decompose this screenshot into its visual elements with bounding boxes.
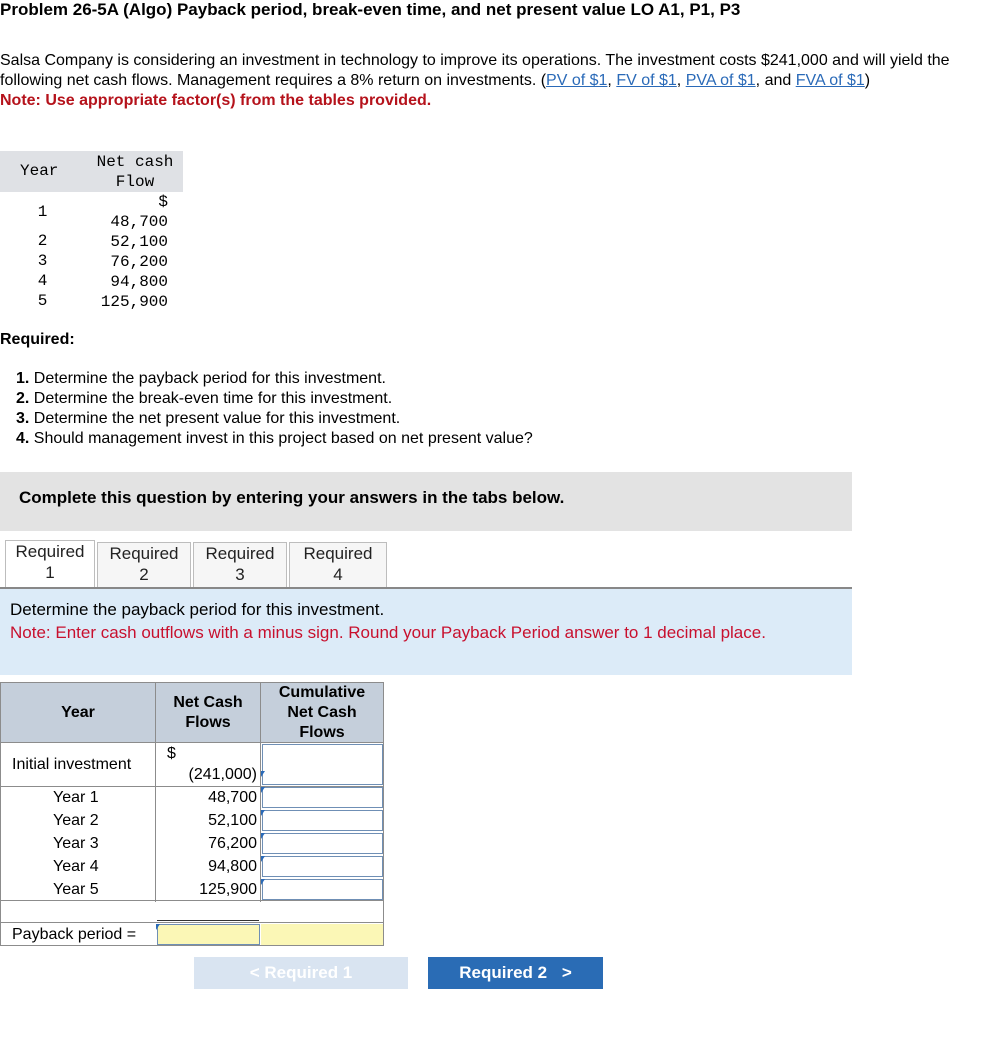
tab-number: 1: [45, 563, 55, 582]
prev-button-label: Required 1: [264, 963, 353, 982]
problem-title: Problem 26-5A (Algo) Payback period, break-even time, and net present value LO A1, P1, P3: [0, 0, 741, 19]
tab-label: Required: [205, 544, 275, 563]
required-item-text: Should management invest in this project based on net present value?: [33, 430, 533, 447]
payback-table: [0, 682, 384, 946]
instructions-banner: [0, 472, 852, 531]
cash-flow-value: 52,100: [110, 233, 168, 251]
input-marker: [261, 833, 265, 839]
payback-row-label: Year 1: [53, 789, 99, 806]
input-marker: [156, 924, 160, 930]
payback-header-year-label: Year: [61, 704, 95, 721]
tab-instructions: [0, 589, 852, 675]
payback-row-value: 76,200: [208, 835, 257, 852]
input-marker: [261, 856, 265, 862]
payback-header-net: [155, 682, 261, 743]
tab-required-1[interactable]: [5, 540, 95, 588]
tab-label: Required: [15, 542, 85, 561]
cash-flow-value: 48,700: [110, 213, 168, 231]
input-marker: [261, 810, 265, 816]
required-item-text: Determine the break-even time for this investment.: [33, 390, 393, 407]
cash-flow-year: 4: [37, 272, 48, 290]
pv-of-1-link[interactable]: PV of $1: [546, 72, 608, 89]
payback-period-input[interactable]: [157, 924, 260, 945]
pva-of-1-link[interactable]: PVA of $1: [685, 72, 756, 89]
tab-label: Required: [109, 544, 179, 563]
payback-header-cum-line1: Cumulative: [278, 684, 366, 701]
payback-header-net-line1: Net Cash: [173, 694, 243, 711]
payback-period-label: Payback period =: [12, 926, 137, 943]
required-item-number: 3.: [16, 410, 30, 427]
banner-text: Complete this question by entering your answers in the tabs below.: [19, 488, 565, 507]
next-button-label: Required 2: [459, 963, 548, 982]
payback-period-unit-cell: [261, 924, 383, 945]
row-divider: [0, 922, 384, 923]
required-item-text: Determine the net present value for this investment.: [33, 410, 401, 427]
tab-required-4[interactable]: [289, 542, 387, 588]
chevron-left-icon: <: [249, 963, 260, 982]
payback-header-cumulative: [260, 682, 384, 743]
total-underline: [157, 920, 259, 921]
intro-separator: ,: [676, 72, 686, 89]
year-2-cumulative-input[interactable]: [262, 810, 383, 831]
required-heading: Required:: [0, 331, 75, 348]
payback-row-label: Year 5: [53, 881, 99, 898]
tab-number: 2: [139, 565, 149, 584]
tab-required-2[interactable]: [97, 542, 191, 588]
cash-flow-currency: $: [158, 193, 168, 211]
tab-label: Required: [303, 544, 373, 563]
payback-header-cum-line2: Net Cash: [287, 704, 357, 721]
cash-flow-year: 2: [37, 232, 48, 250]
required-item-number: 4.: [16, 430, 30, 447]
cash-flow-year: 5: [37, 292, 48, 310]
problem-intro: [0, 51, 950, 111]
instruction-main: Determine the payback period for this investment.: [10, 600, 385, 619]
required-item: [16, 369, 533, 389]
year-3-cumulative-input[interactable]: [262, 833, 383, 854]
input-marker: [261, 771, 265, 777]
initial-investment-value: (241,000): [188, 766, 257, 783]
required-item: [16, 409, 533, 429]
input-marker: [261, 787, 265, 793]
intro-separator: ,: [607, 72, 617, 89]
cash-flow-header-net: [90, 152, 180, 192]
payback-row-value: 125,900: [199, 881, 257, 898]
next-required-button[interactable]: [428, 957, 603, 989]
column-divider: [155, 742, 156, 902]
intro-separator: , and: [755, 72, 796, 89]
input-marker: [261, 879, 265, 885]
required-item-number: 2.: [16, 390, 30, 407]
cash-flow-value: 125,900: [100, 293, 168, 311]
prev-required-button[interactable]: [194, 957, 408, 989]
cash-flow-value: 94,800: [110, 273, 168, 291]
required-item-number: 1.: [16, 370, 30, 387]
intro-end: ): [864, 72, 871, 89]
payback-row-value: 52,100: [208, 812, 257, 829]
intro-text: Salsa Company is considering an investment in technology to improve its operations. The investment costs $241,000 and will yield the following net cash flows. Management requires a 8% return on investments. (: [0, 52, 950, 89]
cash-flow-header-net-line2: Flow: [115, 173, 155, 191]
year-1-cumulative-input[interactable]: [262, 787, 383, 808]
payback-row-label: Year 3: [53, 835, 99, 852]
row-divider: [0, 900, 384, 901]
payback-currency: $: [167, 745, 176, 762]
year-4-cumulative-input[interactable]: [262, 856, 383, 877]
cash-flow-header-year: Year: [20, 162, 59, 180]
cash-flow-value: 76,200: [110, 253, 168, 271]
fv-of-1-link[interactable]: FV of $1: [616, 72, 677, 89]
cash-flow-table-header: [0, 151, 183, 192]
required-item: [16, 429, 533, 449]
payback-row-value: 94,800: [208, 858, 257, 875]
cash-flow-header-net-line1: Net cash: [96, 153, 174, 171]
required-list: [16, 369, 533, 449]
initial-cumulative-input[interactable]: [262, 744, 383, 785]
payback-header-cum-line3: Flows: [299, 724, 345, 741]
tab-number: 3: [235, 565, 245, 584]
year-5-cumulative-input[interactable]: [262, 879, 383, 900]
payback-header-net-line2: Flows: [185, 714, 231, 731]
payback-row-label: Year 4: [53, 858, 99, 875]
tab-required-3[interactable]: [193, 542, 287, 588]
fva-of-1-link[interactable]: FVA of $1: [795, 72, 865, 89]
initial-investment-label: Initial investment: [12, 756, 132, 773]
chevron-right-icon: >: [561, 963, 572, 982]
payback-row-value: 48,700: [208, 789, 257, 806]
column-divider: [260, 742, 261, 902]
required-item-text: Determine the payback period for this investment.: [33, 370, 386, 387]
payback-row-label: Year 2: [53, 812, 99, 829]
required-item: [16, 389, 533, 409]
tab-number: 4: [333, 565, 343, 584]
instruction-note: Note: Enter cash outflows with a minus sign. Round your Payback Period answer to 1 decimal place.: [10, 623, 766, 642]
cash-flow-year: 1: [37, 203, 48, 221]
cash-flow-table-body: [0, 192, 183, 322]
payback-header-year: [0, 682, 156, 743]
cash-flow-year: 3: [37, 252, 48, 270]
factor-note: Note: Use appropriate factor(s) from the tables provided.: [0, 92, 432, 109]
